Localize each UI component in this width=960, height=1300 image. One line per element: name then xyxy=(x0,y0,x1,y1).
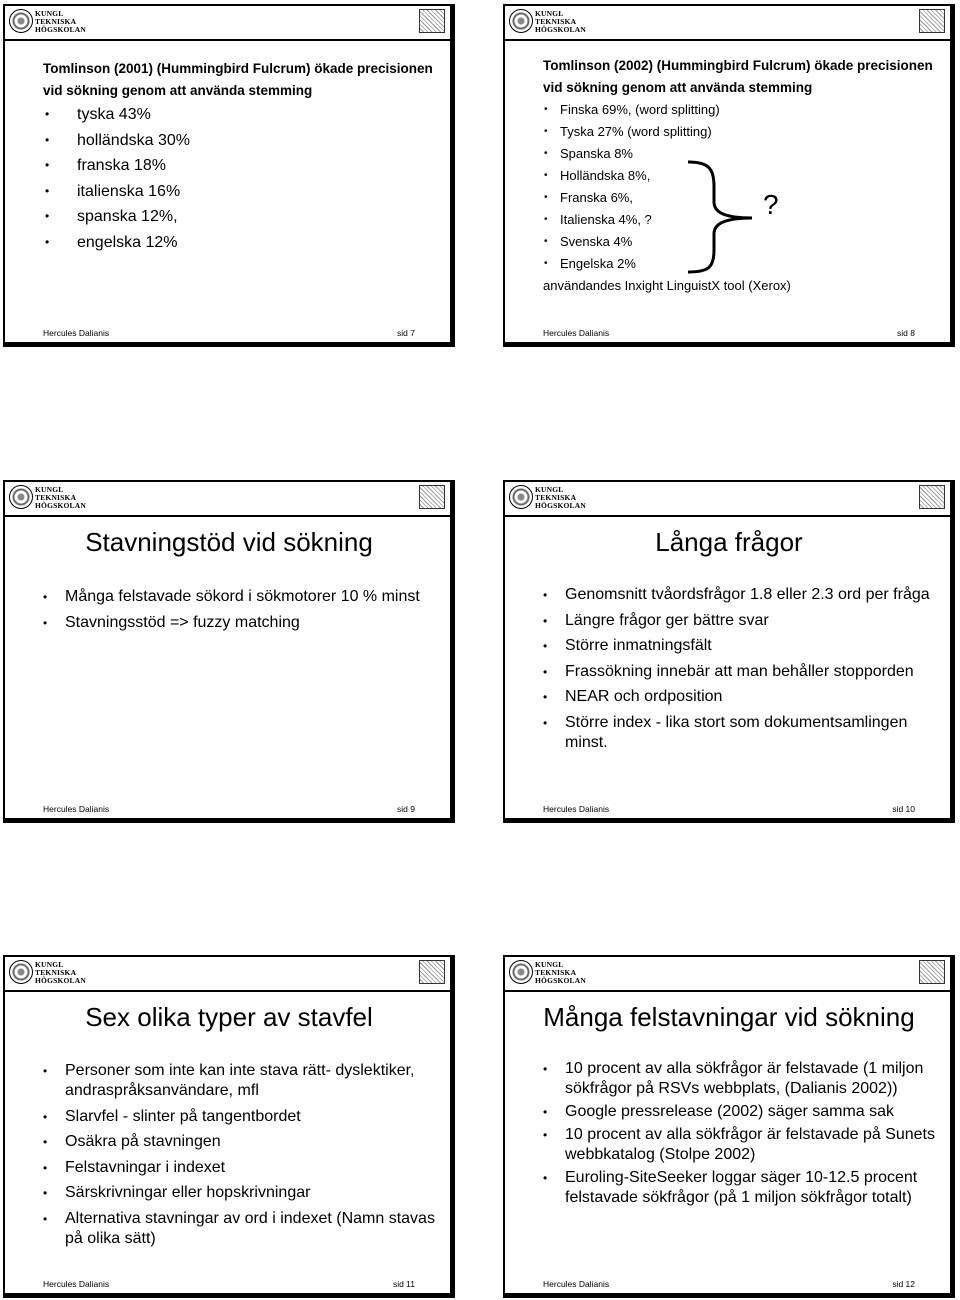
kth-emblem-icon xyxy=(9,9,33,33)
footer-author: Hercules Dalianis xyxy=(43,328,110,338)
slide-10 xyxy=(503,480,955,823)
slide-7 xyxy=(3,4,455,347)
seal-icon xyxy=(419,9,445,33)
logo-line-2: TEKNISKA xyxy=(535,17,577,26)
logo-line-2: TEKNISKA xyxy=(535,968,577,977)
kth-logo xyxy=(509,485,586,513)
slide-title: Tomlinson (2002) (Hummingbird Fulcrum) ökade precisionen vid sökning genom att använda stemming xyxy=(543,58,933,95)
list-item: • Många felstavade sökord i sökmotorer 10 % minst xyxy=(43,587,441,607)
list-item: • Svenska 4% xyxy=(543,231,939,253)
slide-footer xyxy=(43,1279,415,1289)
bullet-list xyxy=(43,1061,441,1254)
footer-page: sid 11 xyxy=(392,1279,415,1289)
list-item: • Tyska 27% (word splitting) xyxy=(543,121,939,143)
slide-footer xyxy=(543,804,915,814)
kth-logo xyxy=(509,960,586,988)
footer-author: Hercules Dalianis xyxy=(543,1279,610,1289)
footer-page: sid 10 xyxy=(892,804,915,814)
list-item: • Alternativa stavningar av ord i indexet (Namn stavas på olika sätt) xyxy=(43,1209,441,1249)
list-item: • Finska 69%, (word splitting) xyxy=(543,99,939,121)
list-item: • franska 18% xyxy=(43,153,439,179)
header-rule xyxy=(5,39,453,41)
logo-line-1: KUNGL xyxy=(35,960,64,969)
header-rule xyxy=(505,39,953,41)
slide-9 xyxy=(3,480,455,823)
list-item: • holländska 30% xyxy=(43,128,439,154)
list-item: • tyska 43% xyxy=(43,102,439,128)
bullet-list xyxy=(543,1059,941,1211)
list-item: • Spanska 8% xyxy=(543,143,939,165)
header-rule xyxy=(5,515,453,517)
list-item: • Felstavningar i indexet xyxy=(43,1158,441,1178)
logo-line-1: KUNGL xyxy=(35,485,64,494)
slide-title: Många felstavningar vid sökning xyxy=(543,1002,915,1032)
footer-author: Hercules Dalianis xyxy=(543,804,610,814)
logo-line-3: HÖGSKOLAN xyxy=(35,25,86,34)
list-item: • Personer som inte kan inte stava rätt- dyslektiker, andraspråksanvändare, mfl xyxy=(43,1061,441,1101)
logo-line-1: KUNGL xyxy=(535,9,564,18)
footer-page: sid 9 xyxy=(397,804,415,814)
list-item: • Genomsnitt tvåordsfrågor 1.8 eller 2.3 ord per fråga xyxy=(543,585,941,605)
slide-12 xyxy=(503,955,955,1298)
list-item: • Euroling-SiteSeeker loggar säger 10-12.5 procent felstavade sökfrågor (på 1 miljon sökfrågor totalt) xyxy=(543,1168,941,1208)
kth-logo xyxy=(9,960,86,988)
slide-footer xyxy=(43,804,415,814)
list-item: • Google pressrelease (2002) säger samma sak xyxy=(543,1102,941,1122)
kth-emblem-icon xyxy=(9,960,33,984)
list-item: • Engelska 2% xyxy=(543,253,939,275)
logo-line-1: KUNGL xyxy=(35,9,64,18)
footer-page: sid 7 xyxy=(397,328,415,338)
seal-icon xyxy=(919,9,945,33)
slide-title: Stavningstöd vid sökning xyxy=(85,527,373,557)
slide-title: Sex olika typer av stavfel xyxy=(85,1002,373,1032)
slide-footer xyxy=(543,328,915,338)
list-item: • Franska 6%, xyxy=(543,187,939,209)
footer-author: Hercules Dalianis xyxy=(43,1279,110,1289)
slide-footer xyxy=(543,1279,915,1289)
seal-icon xyxy=(919,485,945,509)
list-item: • Större index - lika stort som dokumentsamlingen minst. xyxy=(543,713,941,753)
kth-emblem-icon xyxy=(509,485,533,509)
logo-line-2: TEKNISKA xyxy=(35,968,77,977)
slide-footer xyxy=(43,328,415,338)
list-item: • engelska 12% xyxy=(43,230,439,256)
logo-line-3: HÖGSKOLAN xyxy=(35,976,86,985)
list-item: • Längre frågor ger bättre svar xyxy=(543,611,941,631)
list-item: • 10 procent av alla sökfrågor är felstavade på Sunets webbkatalog (Stolpe 2002) xyxy=(543,1125,941,1165)
kth-emblem-icon xyxy=(9,485,33,509)
list-item: • 10 procent av alla sökfrågor är felstavade (1 miljon sökfrågor på RSVs webbplats, (Dalianis 2002)) xyxy=(543,1059,941,1099)
list-item: • Större inmatningsfält xyxy=(543,636,941,656)
header-rule xyxy=(505,990,953,992)
slide-title: Långa frågor xyxy=(655,527,803,557)
logo-line-3: HÖGSKOLAN xyxy=(535,25,586,34)
list-item: • italienska 16% xyxy=(43,179,439,205)
list-item: • Osäkra på stavningen xyxy=(43,1132,441,1152)
slide-content xyxy=(43,58,439,255)
list-item: • Stavningsstöd => fuzzy matching xyxy=(43,613,441,633)
logo-line-2: TEKNISKA xyxy=(535,493,577,502)
slide-title: Tomlinson (2001) (Hummingbird Fulcrum) ökade precisionen vid sökning genom att använda stemming xyxy=(43,61,433,98)
kth-logo xyxy=(509,9,586,37)
logo-line-3: HÖGSKOLAN xyxy=(535,501,586,510)
header-rule xyxy=(505,515,953,517)
seal-icon xyxy=(419,960,445,984)
logo-line-1: KUNGL xyxy=(535,485,564,494)
list-item: • Frassökning innebär att man behåller stopporden xyxy=(543,662,941,682)
seal-icon xyxy=(419,485,445,509)
footer-page: sid 12 xyxy=(892,1279,915,1289)
kth-emblem-icon xyxy=(509,9,533,33)
list-item: • Italienska 4%, ? xyxy=(543,209,939,231)
kth-logo xyxy=(9,485,86,513)
footer-author: Hercules Dalianis xyxy=(43,804,110,814)
kth-emblem-icon xyxy=(509,960,533,984)
list-item: • Särskrivningar eller hopskrivningar xyxy=(43,1183,441,1203)
slide-11 xyxy=(3,955,455,1298)
list-item: • Slarvfel - slinter på tangentbordet xyxy=(43,1107,441,1127)
seal-icon xyxy=(919,960,945,984)
bullet-list xyxy=(43,102,439,255)
tool-note: användandes Inxight LinguistX tool (Xerox) xyxy=(543,278,791,293)
brace-question-mark: ? xyxy=(763,189,779,220)
logo-line-2: TEKNISKA xyxy=(35,493,77,502)
logo-line-3: HÖGSKOLAN xyxy=(35,501,86,510)
bullet-list xyxy=(43,587,441,638)
list-item: • NEAR och ordposition xyxy=(543,687,941,707)
curly-brace-icon xyxy=(648,158,758,276)
bullet-list xyxy=(543,585,941,758)
logo-line-1: KUNGL xyxy=(535,960,564,969)
footer-author: Hercules Dalianis xyxy=(543,328,610,338)
logo-line-3: HÖGSKOLAN xyxy=(535,976,586,985)
list-item: • spanska 12%, xyxy=(43,204,439,230)
kth-logo xyxy=(9,9,86,37)
list-item: • Holländska 8%, xyxy=(543,165,939,187)
logo-line-2: TEKNISKA xyxy=(35,17,77,26)
header-rule xyxy=(5,990,453,992)
footer-page: sid 8 xyxy=(897,328,915,338)
